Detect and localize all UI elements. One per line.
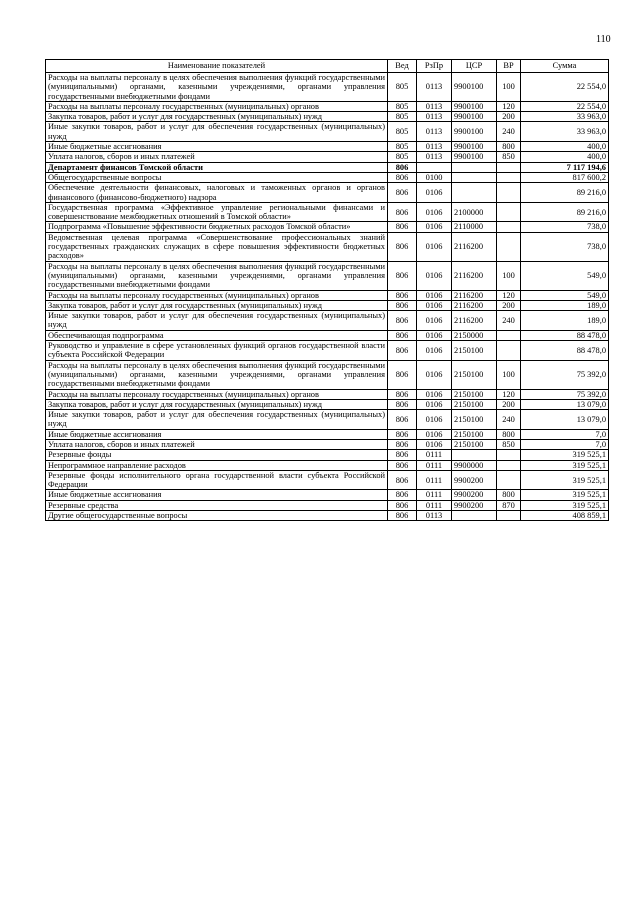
cell-rzpr: 0106 (417, 439, 452, 449)
cell-name: Иные закупки товаров, работ и услуг для обеспечения государственных (муниципальных) нужд (46, 122, 388, 142)
cell-sum: 88 478,0 (521, 341, 609, 361)
cell-vr (497, 172, 521, 182)
cell-ved: 806 (388, 399, 417, 409)
cell-rzpr: 0106 (417, 389, 452, 399)
table-row (46, 360, 609, 389)
cell-vr: 800 (497, 429, 521, 439)
table-row (46, 470, 609, 490)
cell-ved: 806 (388, 300, 417, 310)
cell-sum: 33 963,0 (521, 112, 609, 122)
cell-vr (497, 162, 521, 172)
cell-name: Общегосударственные вопросы (46, 172, 388, 182)
table-header-row (46, 60, 609, 73)
cell-ved: 806 (388, 429, 417, 439)
cell-name: Руководство и управление в сфере установленных функций органов государственной власти субъекта Российской Федерации (46, 341, 388, 361)
cell-ved: 806 (388, 341, 417, 361)
cell-vr (497, 183, 521, 203)
cell-rzpr: 0106 (417, 290, 452, 300)
cell-vr (497, 341, 521, 361)
header-csr: ЦСР (452, 60, 497, 73)
budget-table (45, 59, 609, 521)
cell-rzpr: 0106 (417, 429, 452, 439)
cell-ved: 806 (388, 162, 417, 172)
header-ved: Вед (388, 60, 417, 73)
cell-sum: 319 525,1 (521, 460, 609, 470)
cell-name: Государственная программа «Эффективное управление региональными финансами и совершенствование межбюджетных отношений в Томской области» (46, 202, 388, 222)
table-row (46, 122, 609, 142)
cell-csr: 9900100 (452, 112, 497, 122)
cell-sum: 88 478,0 (521, 330, 609, 340)
header-sum: Сумма (521, 60, 609, 73)
cell-vr: 800 (497, 490, 521, 500)
table-row (46, 429, 609, 439)
cell-ved: 806 (388, 490, 417, 500)
cell-rzpr: 0111 (417, 500, 452, 510)
cell-ved: 806 (388, 439, 417, 449)
cell-csr (452, 162, 497, 172)
cell-ved: 806 (388, 389, 417, 399)
cell-sum: 549,0 (521, 261, 609, 290)
cell-sum: 22 554,0 (521, 73, 609, 102)
table-row (46, 511, 609, 521)
cell-vr: 100 (497, 360, 521, 389)
cell-name: Ведомственная целевая программа «Совершенствование профессиональных знаний государственных гражданских служащих в сфере повышения эффективности бюджетных расходов» (46, 232, 388, 261)
cell-csr: 2116200 (452, 300, 497, 310)
cell-ved: 805 (388, 152, 417, 162)
cell-sum: 75 392,0 (521, 389, 609, 399)
cell-sum: 189,0 (521, 300, 609, 310)
cell-name: Резервные фонды исполнительного органа государственной власти субъекта Российской Федерации (46, 470, 388, 490)
cell-ved: 806 (388, 261, 417, 290)
table-row (46, 450, 609, 460)
cell-csr: 2116200 (452, 311, 497, 331)
header-rzpr: РзПр (417, 60, 452, 73)
cell-name: Расходы на выплаты персоналу государственных (муниципальных) органов (46, 389, 388, 399)
cell-ved: 806 (388, 450, 417, 460)
header-vr: ВР (497, 60, 521, 73)
table-row (46, 202, 609, 222)
cell-name: Расходы на выплаты персоналу государственных (муниципальных) органов (46, 290, 388, 300)
cell-ved: 806 (388, 290, 417, 300)
cell-ved: 806 (388, 360, 417, 389)
cell-vr: 120 (497, 101, 521, 111)
cell-sum: 75 392,0 (521, 360, 609, 389)
cell-csr: 9900100 (452, 152, 497, 162)
cell-name: Подпрограмма «Повышение эффективности бюджетных расходов Томской области» (46, 222, 388, 232)
cell-vr (497, 470, 521, 490)
cell-name: Иные бюджетные ассигнования (46, 490, 388, 500)
cell-ved: 806 (388, 511, 417, 521)
cell-rzpr: 0106 (417, 330, 452, 340)
cell-sum: 549,0 (521, 290, 609, 300)
cell-vr: 100 (497, 73, 521, 102)
cell-sum: 319 525,1 (521, 470, 609, 490)
cell-csr: 2116200 (452, 232, 497, 261)
table-row (46, 172, 609, 182)
cell-csr: 9900100 (452, 122, 497, 142)
cell-csr: 9900100 (452, 73, 497, 102)
cell-vr: 200 (497, 300, 521, 310)
cell-csr: 2150100 (452, 429, 497, 439)
page-number: 110 (596, 34, 611, 45)
cell-sum: 817 600,2 (521, 172, 609, 182)
cell-sum: 33 963,0 (521, 122, 609, 142)
cell-csr: 2116200 (452, 290, 497, 300)
cell-vr (497, 460, 521, 470)
cell-rzpr: 0106 (417, 399, 452, 409)
cell-csr (452, 511, 497, 521)
cell-name: Иные бюджетные ассигнования (46, 142, 388, 152)
cell-sum: 7 117 194,6 (521, 162, 609, 172)
cell-rzpr: 0106 (417, 300, 452, 310)
cell-csr: 2110000 (452, 222, 497, 232)
cell-rzpr: 0113 (417, 73, 452, 102)
cell-sum: 319 525,1 (521, 500, 609, 510)
cell-sum: 189,0 (521, 311, 609, 331)
cell-ved: 806 (388, 222, 417, 232)
table-row (46, 232, 609, 261)
cell-rzpr: 0106 (417, 261, 452, 290)
cell-ved: 805 (388, 73, 417, 102)
cell-rzpr: 0113 (417, 142, 452, 152)
cell-rzpr: 0106 (417, 222, 452, 232)
table-row (46, 311, 609, 331)
table-row (46, 300, 609, 310)
cell-ved: 805 (388, 142, 417, 152)
cell-rzpr: 0111 (417, 470, 452, 490)
cell-csr (452, 172, 497, 182)
cell-vr: 240 (497, 311, 521, 331)
cell-vr: 800 (497, 142, 521, 152)
cell-csr: 2150100 (452, 341, 497, 361)
table-row (46, 389, 609, 399)
cell-name: Резервные фонды (46, 450, 388, 460)
table-row (46, 162, 609, 172)
cell-name: Закупка товаров, работ и услуг для государственных (муниципальных) нужд (46, 112, 388, 122)
cell-vr: 120 (497, 389, 521, 399)
cell-rzpr: 0106 (417, 232, 452, 261)
cell-ved: 806 (388, 232, 417, 261)
cell-ved: 806 (388, 202, 417, 222)
cell-sum: 7,0 (521, 429, 609, 439)
cell-rzpr: 0111 (417, 490, 452, 500)
cell-rzpr: 0113 (417, 112, 452, 122)
cell-sum: 22 554,0 (521, 101, 609, 111)
cell-sum: 13 079,0 (521, 410, 609, 430)
cell-vr (497, 330, 521, 340)
cell-name: Уплата налогов, сборов и иных платежей (46, 152, 388, 162)
cell-csr: 9900200 (452, 490, 497, 500)
cell-rzpr: 0106 (417, 341, 452, 361)
cell-ved: 806 (388, 470, 417, 490)
cell-csr: 2150100 (452, 439, 497, 449)
cell-sum: 408 859,1 (521, 511, 609, 521)
cell-name: Уплата налогов, сборов и иных платежей (46, 439, 388, 449)
table-row (46, 341, 609, 361)
cell-csr: 9900100 (452, 142, 497, 152)
cell-rzpr: 0106 (417, 202, 452, 222)
cell-rzpr: 0113 (417, 152, 452, 162)
cell-vr: 240 (497, 410, 521, 430)
cell-rzpr: 0100 (417, 172, 452, 182)
cell-name: Другие общегосударственные вопросы (46, 511, 388, 521)
table-row (46, 410, 609, 430)
cell-csr: 9900100 (452, 101, 497, 111)
cell-name: Обеспечение деятельности финансовых, налоговых и таможенных органов и органов финансового (финансово-бюджетного) надзора (46, 183, 388, 203)
cell-vr (497, 450, 521, 460)
cell-ved: 805 (388, 112, 417, 122)
cell-vr: 850 (497, 152, 521, 162)
cell-rzpr (417, 162, 452, 172)
cell-vr (497, 202, 521, 222)
cell-csr: 2116200 (452, 261, 497, 290)
cell-csr: 2150100 (452, 399, 497, 409)
cell-name: Закупка товаров, работ и услуг для государственных (муниципальных) нужд (46, 300, 388, 310)
cell-vr (497, 232, 521, 261)
cell-vr: 870 (497, 500, 521, 510)
cell-csr (452, 183, 497, 203)
cell-vr: 850 (497, 439, 521, 449)
cell-ved: 806 (388, 500, 417, 510)
table-row (46, 142, 609, 152)
cell-csr: 2150100 (452, 360, 497, 389)
header-name: Наименование показателей (46, 60, 388, 73)
table-row (46, 439, 609, 449)
cell-ved: 806 (388, 330, 417, 340)
table-row (46, 73, 609, 102)
cell-vr: 200 (497, 399, 521, 409)
cell-csr: 2150000 (452, 330, 497, 340)
cell-csr: 9900200 (452, 500, 497, 510)
cell-ved: 806 (388, 460, 417, 470)
cell-sum: 738,0 (521, 232, 609, 261)
cell-sum: 319 525,1 (521, 450, 609, 460)
cell-name: Непрограммное направление расходов (46, 460, 388, 470)
cell-sum: 400,0 (521, 142, 609, 152)
cell-csr (452, 450, 497, 460)
cell-name: Расходы на выплаты персоналу в целях обеспечения выполнения функций государственными (муниципальными) органами, казенными учреждениями, органами управления государственными внебюджетными фондами (46, 73, 388, 102)
cell-ved: 806 (388, 410, 417, 430)
cell-rzpr: 0113 (417, 122, 452, 142)
cell-rzpr: 0106 (417, 311, 452, 331)
table-row (46, 399, 609, 409)
cell-vr: 100 (497, 261, 521, 290)
cell-vr (497, 511, 521, 521)
table-row (46, 152, 609, 162)
cell-sum: 13 079,0 (521, 399, 609, 409)
cell-name: Иные закупки товаров, работ и услуг для обеспечения государственных (муниципальных) нужд (46, 410, 388, 430)
table-row (46, 261, 609, 290)
cell-name: Расходы на выплаты персоналу в целях обеспечения выполнения функций государственными (муниципальными) органами, казенными учреждениями, органами управления государственными внебюджетными фондами (46, 261, 388, 290)
cell-name: Закупка товаров, работ и услуг для государственных (муниципальных) нужд (46, 399, 388, 409)
cell-csr: 2150100 (452, 389, 497, 399)
cell-name: Обеспечивающая подпрограмма (46, 330, 388, 340)
cell-sum: 319 525,1 (521, 490, 609, 500)
cell-vr: 200 (497, 112, 521, 122)
table-row (46, 330, 609, 340)
cell-csr: 2100000 (452, 202, 497, 222)
cell-csr: 9900000 (452, 460, 497, 470)
cell-ved: 806 (388, 172, 417, 182)
cell-name: Расходы на выплаты персоналу государственных (муниципальных) органов (46, 101, 388, 111)
cell-rzpr: 0106 (417, 183, 452, 203)
cell-sum: 89 216,0 (521, 202, 609, 222)
cell-sum: 738,0 (521, 222, 609, 232)
cell-rzpr: 0106 (417, 360, 452, 389)
cell-name: Расходы на выплаты персоналу в целях обеспечения выполнения функций государственными (муниципальными) органами, казенными учреждениями, органами управления государственными внебюджетными фондами (46, 360, 388, 389)
cell-ved: 805 (388, 101, 417, 111)
cell-name: Иные закупки товаров, работ и услуг для обеспечения государственных (муниципальных) нужд (46, 311, 388, 331)
cell-vr (497, 222, 521, 232)
table-row (46, 101, 609, 111)
cell-rzpr: 0106 (417, 410, 452, 430)
cell-csr: 9900200 (452, 470, 497, 490)
cell-vr: 120 (497, 290, 521, 300)
cell-rzpr: 0111 (417, 460, 452, 470)
cell-name: Иные бюджетные ассигнования (46, 429, 388, 439)
table-row (46, 290, 609, 300)
cell-sum: 400,0 (521, 152, 609, 162)
table-row (46, 500, 609, 510)
cell-rzpr: 0113 (417, 101, 452, 111)
table-row (46, 183, 609, 203)
cell-ved: 806 (388, 183, 417, 203)
cell-name: Резервные средства (46, 500, 388, 510)
cell-rzpr: 0113 (417, 511, 452, 521)
table-row (46, 460, 609, 470)
cell-rzpr: 0111 (417, 450, 452, 460)
cell-sum: 7,0 (521, 439, 609, 449)
cell-sum: 89 216,0 (521, 183, 609, 203)
cell-name: Департамент финансов Томской области (46, 162, 388, 172)
cell-csr: 2150100 (452, 410, 497, 430)
table-row (46, 490, 609, 500)
table-row (46, 222, 609, 232)
cell-ved: 806 (388, 311, 417, 331)
cell-ved: 805 (388, 122, 417, 142)
cell-vr: 240 (497, 122, 521, 142)
table-row (46, 112, 609, 122)
